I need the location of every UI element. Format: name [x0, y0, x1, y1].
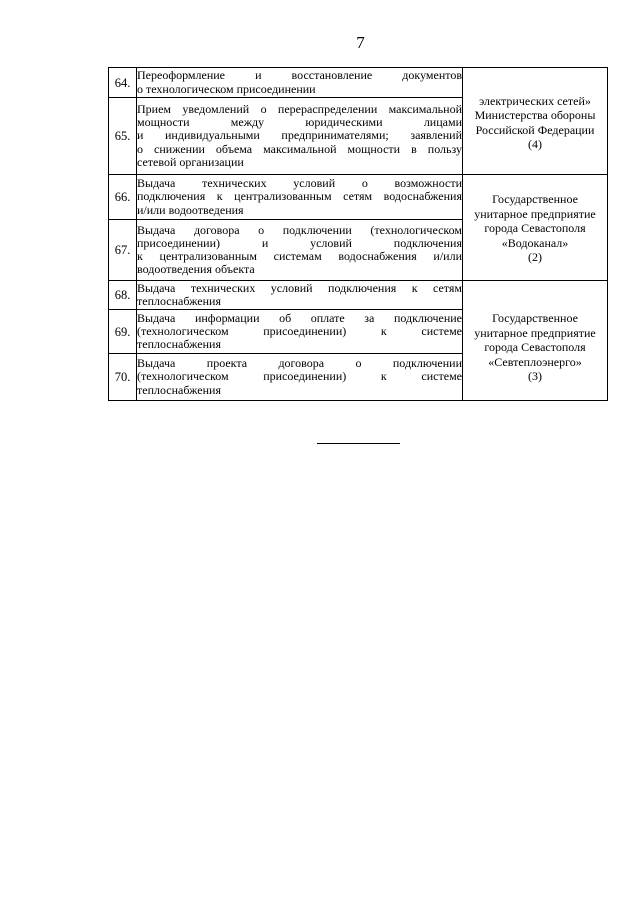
service-description: [137, 281, 463, 310]
service-description: [137, 220, 463, 281]
org-line: (2): [528, 250, 542, 265]
table-row: [109, 281, 608, 310]
org-line: Государственное: [492, 192, 578, 207]
org-line: «Водоканал»: [501, 235, 569, 250]
description-line: и/или водоотведения: [137, 202, 244, 217]
description-line: теплоснабжения: [137, 382, 221, 397]
row-number: 70.: [109, 354, 137, 401]
row-number: 67.: [109, 220, 137, 281]
org-line: Российской Федерации: [475, 122, 595, 137]
organization-vodokanal: [463, 175, 608, 281]
description-line: подключения к централизованным сетям водоснабжения: [137, 189, 462, 204]
description-line: и индивидуальными предпринимателями; заявлений: [137, 128, 462, 143]
org-line: «Севтеплоэнерго»: [488, 354, 582, 369]
end-divider: [317, 443, 400, 444]
org-line: города Севастополя: [484, 221, 586, 236]
description-line: присоединении) и условий подключения: [137, 235, 462, 250]
org-line: (4): [528, 137, 542, 151]
organization-electric: [463, 68, 608, 175]
description-line: водоотведения объекта: [137, 262, 255, 277]
description-line: о снижении объема максимальной мощности в пользу: [137, 141, 462, 156]
org-line: (3): [528, 369, 542, 384]
description-line: о технологическом присоединении: [137, 81, 316, 96]
services-table: [108, 67, 608, 401]
service-description: [137, 175, 463, 220]
org-line: города Севастополя: [484, 340, 586, 355]
service-description: [137, 68, 463, 98]
service-description: [137, 354, 463, 401]
description-line: теплоснабжения: [137, 337, 221, 352]
row-number: 65.: [109, 98, 137, 175]
org-line: электрических сетей»: [479, 93, 591, 108]
row-number: 66.: [109, 175, 137, 220]
description-line: мощности между юридическими лицами: [137, 115, 462, 130]
org-line: унитарное предприятие: [474, 325, 596, 340]
description-line: (технологическом присоединении) к системе: [137, 323, 462, 338]
description-line: Выдача договора о подключении (технологическом: [137, 222, 462, 237]
description-line: к централизованным системам водоснабжения и/или: [137, 249, 462, 263]
table-row: [109, 68, 608, 98]
row-number: 68.: [109, 281, 137, 310]
description-line: сетевой организации: [137, 154, 244, 169]
description-line: Выдача информации об оплате за подключение: [137, 310, 462, 325]
description-line: теплоснабжения: [137, 294, 221, 308]
organization-teplo: [463, 281, 608, 401]
description-line: Выдача технических условий подключения к сетям: [137, 280, 462, 295]
description-line: Прием уведомлений о перераспределении максимальной: [137, 101, 462, 116]
description-line: Выдача технических условий о возможности: [137, 176, 462, 191]
org-line: унитарное предприятие: [474, 206, 596, 221]
description-line: (технологическом присоединении) к системе: [137, 369, 462, 384]
page-number: 7: [356, 33, 365, 52]
service-description: [137, 310, 463, 354]
org-line: Государственное: [492, 311, 578, 326]
service-description: [137, 98, 463, 175]
description-line: Выдача проекта договора о подключении: [137, 356, 462, 371]
row-number: 64.: [109, 68, 137, 98]
org-line: Министерства обороны: [474, 108, 596, 122]
row-number: 69.: [109, 310, 137, 354]
table-row: [109, 175, 608, 220]
description-line: Переоформление и восстановление документов: [137, 68, 462, 83]
